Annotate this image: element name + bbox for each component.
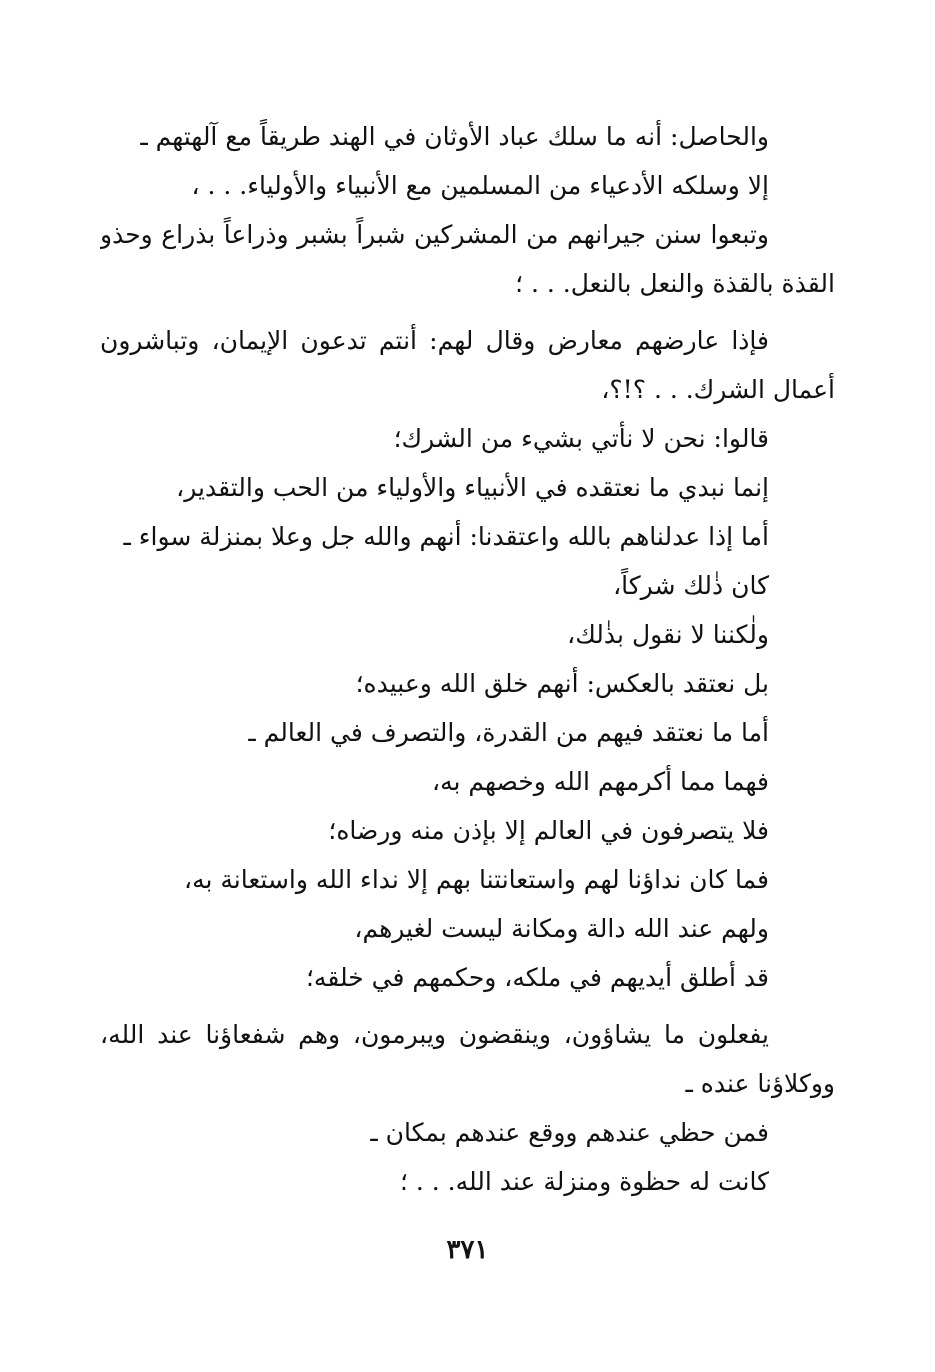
text-line: قد أطلق أيديهم في ملكه، وحكمهم في خلقه؛ [305, 963, 769, 992]
text-line: والحاصل: أنه ما سلك عباد الأوثان في الهند طريقاً مع آلهتهم ـ [140, 122, 769, 151]
text-line: ووكلاؤنا عنده ـ [685, 1069, 835, 1098]
text-line: ولٰكننا لا نقول بذٰلك، [567, 620, 769, 649]
paragraph [100, 1108, 835, 1206]
text-line: كان ذٰلك شركاً، [613, 571, 769, 600]
text-line: فمن حظي عندهم ووقع عندهم بمكان ـ [370, 1118, 769, 1147]
text-line: بل نعتقد بالعكس: أنهم خلق الله وعبيده؛ [355, 669, 769, 698]
text-line: أما إذا عدلناهم بالله واعتقدنا: أنهم والله جل وعلا بمنزلة سواء ـ [123, 522, 769, 551]
text-line: إلا وسلكه الأدعياء من المسلمين مع الأنبياء والأولياء. . . ، [191, 171, 769, 200]
paragraph [100, 1010, 835, 1108]
text-line: فما كان نداؤنا لهم واستعانتنا بهم إلا نداء الله واستعانة به، [184, 865, 769, 894]
text-line: كانت له حظوة ومنزلة عند الله. . . ؛ [399, 1167, 769, 1196]
text-line: القذة بالقذة والنعل بالنعل. . . ؛ [515, 269, 835, 298]
page-number: ٣٧١ [446, 1235, 489, 1265]
paragraph [100, 112, 835, 210]
paragraph [100, 316, 835, 414]
paragraph [100, 414, 835, 1002]
text-line: أعمال الشرك. . . ؟!؟، [601, 375, 835, 404]
text-line: فإذا عارضهم معارض وقال لهم: أنتم تدعون الإيمان، وتباشرون [100, 326, 769, 355]
text-line: إنما نبدي ما نعتقده في الأنبياء والأولياء من الحب والتقدير، [176, 473, 769, 502]
text-line: قالوا: نحن لا نأتي بشيء من الشرك؛ [393, 424, 769, 453]
text-line: يفعلون ما يشاؤون، وينقضون ويبرمون، وهم شفعاؤنا عند الله، [100, 1020, 769, 1049]
text-line: ولهم عند الله دالة ومكانة ليست لغيرهم، [354, 914, 769, 943]
paragraph [100, 210, 835, 308]
text-line: أما ما نعتقد فيهم من القدرة، والتصرف في العالم ـ [248, 718, 769, 747]
text-line: فهما مما أكرمهم الله وخصهم به، [432, 767, 769, 796]
text-line: فلا يتصرفون في العالم إلا بإذن منه ورضاه؛ [328, 816, 769, 845]
text-line: وتبعوا سنن جيرانهم من المشركين شبراً بشبر وذراعاً بذراع وحذو [100, 220, 769, 249]
page-body-text [100, 112, 835, 1206]
